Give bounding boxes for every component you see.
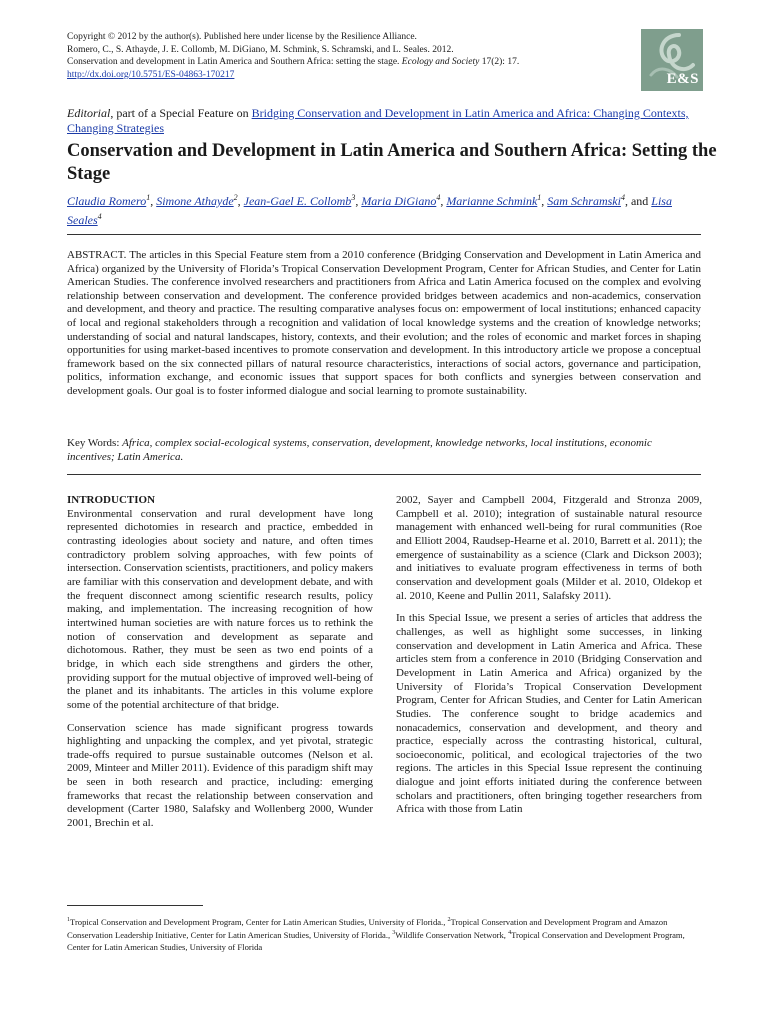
footnote-marker: 2	[447, 917, 451, 923]
author-link[interactable]: Claudia Romero	[67, 194, 147, 208]
divider	[67, 474, 701, 475]
paper-title: Conservation and Development in Latin America and Southern Africa: Setting the Stage	[67, 141, 717, 184]
footnote-divider	[67, 905, 203, 906]
author-separator: ,	[237, 194, 244, 208]
author-list	[67, 190, 707, 228]
author-affiliation-marker: 1	[146, 193, 151, 202]
footnotes	[67, 915, 697, 953]
copyright-block	[67, 31, 627, 81]
author-affiliation-marker: 3	[351, 193, 356, 202]
right-column	[396, 494, 702, 826]
volume: 17(2): 17.	[481, 57, 520, 68]
footnote-text: Tropical Conservation and Development Program, Center for Latin American Studies, University of Florida.,	[70, 916, 448, 927]
author-link[interactable]: Lisa Seales	[67, 194, 672, 227]
special-feature-link[interactable]: Bridging Conservation and Development in Latin America and Africa: Changing Contexts, Changing Strategies	[67, 106, 689, 135]
author-separator: ,	[355, 194, 362, 208]
footnote-text: Wildlife Conservation Network,	[395, 930, 509, 941]
paragraph: Conservation science has made significant progress towards highlighting and unpacking the complex, and yet pivotal, strategic trade-offs required to pursue sustainable outcomes (Nelson et al. 2009, Minteer and Miller 2011). Evidence of this paradigm shift may be seen in both research and practice, including: emerging frameworks that recast the relationship between conservation and development (Carter 1980, Salafsky and Wollenberg 2000, Wunder 2001, Brechin et al.	[67, 721, 373, 830]
editorial-part: , part of a Special Feature on	[110, 106, 252, 120]
logo-text: E&S	[666, 71, 699, 87]
copyright-line: Copyright © 2012 by the author(s). Published here under license by the Resilience Alliance.	[67, 32, 417, 42]
author-affiliation-marker: 4	[97, 212, 102, 221]
author-link[interactable]: Simone Athayde	[156, 194, 234, 208]
author-link[interactable]: Maria DiGiano	[361, 194, 437, 208]
footnote-text: Tropical Conservation and Development Program and Amazon Conservation Leadership Initiative, Center for Latin American Studies, University of Florida.,	[67, 916, 668, 941]
divider	[67, 234, 701, 235]
editorial-line	[67, 106, 697, 136]
journal-name: Ecology and Society	[401, 57, 480, 68]
author-separator: ,	[440, 194, 447, 208]
doi-link[interactable]: http://dx.doi.org/10.5751/ES-04863-170217	[67, 69, 235, 80]
left-column	[67, 494, 373, 840]
author-affiliation-marker: 4	[620, 193, 625, 202]
author-separator: , and	[624, 194, 652, 208]
abstract: ABSTRACT. The articles in this Special Feature stem from a 2010 conference (Bridging Conservation and Development in Latin America and Africa) organized by the University of Florida’s Tropical Conservation Development Program, Center for African Studies, and Center for Latin American Studies. The conference involved researchers and practitioners from Africa and Latin America focused on the complex and evolving relationship between conservation and development. The conference provided bridges between academics and non-academics, conservation and development, and theory and practice. The resulting comparative analyses focus on: empowerment of local institutions; enhanced capacity of local and regional stakeholders through a recognition and validation of local knowledge systems and the creation of knowledge networks; understanding of social and natural landscapes, history, contexts, and their evolution; and the roles of economic and market forces in shaping opportunities for using market-based incentives to promote conservation and development. In this introductory article we propose a conceptual framework based on the six connected pillars of natural resource characteristics, interactions of social actors, governance and participation, politics, information exchange, and economic issues that support spaces for both conflicts and synergies between conservation and development goals. Our goal is to foster informed dialogue and social learning to promote sustainability.	[67, 249, 701, 397]
keywords-text: Africa, complex social-ecological systems, conservation, development, knowledge networks, local institutions, economic incentives; Latin America.	[67, 437, 652, 463]
footnote-marker: 1	[67, 917, 70, 923]
paragraph: Environmental conservation and rural development have long represented dichotomies in research and practice, embedded in contrasting ideologies about society and nature, and often times contradictory problem solving approaches, with few points of intersection. Conservation scientists, practitioners, and policy makers are familiar with this conservation and development debate, and with the frequent disconnect among scientific research results, policy making, and implementation. The increasing recognition of how intertwined human societies are with nature forces us to rethink the notion of conservation and development as separate and dichotomous. Rather, they must be seen as two end points of a bridge, in which each side strengthens and girders the other, providing support for the mutual objective of improved well-being of the planet and its inhabitants. The articles in this volume explore some of the potential architecture of that bridge.	[67, 507, 373, 711]
keywords-label: Key Words:	[67, 437, 123, 449]
author-link[interactable]: Jean-Gael E. Collomb	[243, 194, 352, 208]
footnote-marker: 4	[508, 930, 512, 937]
paragraph: In this Special Issue, we present a series of articles that address the challenges, as well as highlight some successes, in linking conservation and development in Latin America and Africa. These articles stem from a conference in 2010 (Bridging Conservation and Development in Latin America and Africa) organized by the University of Florida’s Tropical Conservation Development Program, Center for African Studies, and Center for Latin American Studies. The conference sought to bridge academics and nonacademics, conservation and development, and theory and practice, especially across the contrasting historical, cultural, socioeconomic, political, and ecological trajectories of the two regions. The articles in this Special Issue represent the continuing dialogue and joint efforts initiated during the conference between scholars and practitioners, often bringing together researchers from Africa with those from Latin	[396, 612, 702, 816]
section-heading: INTRODUCTION	[67, 494, 156, 506]
journal-logo	[641, 29, 703, 91]
citation-title-line	[67, 56, 627, 69]
author-affiliation-marker: 1	[537, 193, 542, 202]
author-separator: ,	[150, 194, 157, 208]
editorial-type: Editorial	[67, 106, 111, 120]
citation-line: Romero, C., S. Athayde, J. E. Collomb, M. DiGiano, M. Schmink, S. Schramski, and L. Seales. 2012.	[67, 44, 454, 55]
author-separator: ,	[541, 194, 548, 208]
footnote-text: Tropical Conservation and Development Program, Center for Latin American Studies, University of Florida	[67, 930, 685, 952]
paragraph: 2002, Sayer and Campbell 2004, Fitzgerald and Stronza 2009, Campbell et al. 2010); integration of sustainable natural resource management with enhanced well-being for rural communities (Roe and Elliott 2004, Raudsep-Hearne et al. 2010, Barrett et al. 2011); the emergence of sustainability as a science (Clark and Dickson 2003); and initiatives to evaluate program effectiveness in terms of both conservation and development goals (Milder et al. 2010, Oldekop et al. 2010, Keene and Pullin 2011, Salafsky 2011).	[396, 494, 702, 602]
author-link[interactable]: Sam Schramski	[547, 194, 621, 208]
author-affiliation-marker: 2	[233, 193, 238, 202]
keywords	[67, 436, 701, 464]
citation-title: Conservation and development in Latin America and Southern Africa: setting the stage.	[67, 57, 400, 68]
footnote-marker: 3	[392, 930, 396, 937]
author-link[interactable]: Marianne Schmink	[446, 194, 538, 208]
author-affiliation-marker: 4	[436, 193, 441, 202]
